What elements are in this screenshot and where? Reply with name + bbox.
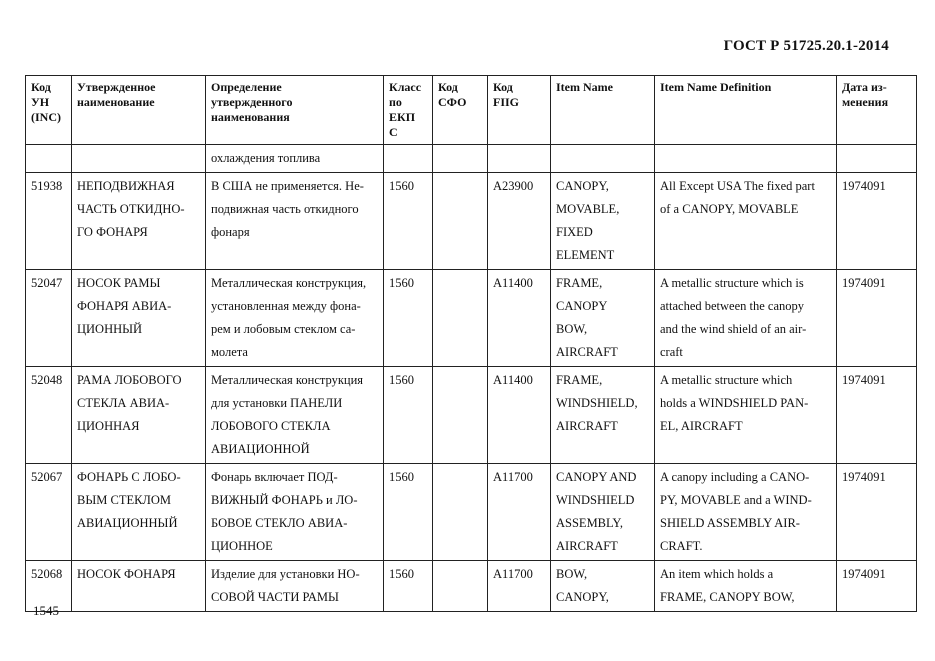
item-name-cell-line: AIRCRAFT [556,539,618,553]
page-number: 1545 [33,603,59,618]
class-cell: 1560 [384,561,433,612]
item-name-cell [551,173,655,270]
fiig-cell: A11400 [488,270,551,367]
fiig-cell: A11700 [488,464,551,561]
item-name-cell-line: AIRCRAFT [556,345,618,359]
item-name-cell-line: FRAME, [556,276,603,290]
definition-cell-line: ВИЖНЫЙ ФОНАРЬ и ЛО- [211,493,358,507]
approved-name-cell-line: НОСОК ФОНАРЯ [77,567,176,581]
column-header [384,76,433,145]
column-header-line: наименование [77,95,155,109]
column-header [551,76,655,145]
approved-name-cell-line: АВИАЦИОННЫЙ [77,516,178,530]
column-header-line: Дата из- [842,80,887,94]
definition-cell-line: СОВОЙ ЧАСТИ РАМЫ [211,590,339,604]
item-name-cell-line: FIXED [556,225,593,239]
column-header [655,76,837,145]
item-definition-cell-line: attached between the canopy [660,299,805,313]
item-name-cell-line: WINDSHIELD, [556,396,638,410]
definition-cell-line: Фонарь включает ПОД- [211,470,338,484]
item-name-cell-line: ELEMENT [556,248,615,262]
definition-cell-line: В США не применяется. Не- [211,179,364,193]
sfo-cell [433,561,488,612]
item-name-cell [551,561,655,612]
code-cell: 52068 [26,561,72,612]
sfo-cell [433,367,488,464]
approved-name-cell-line: РАМА ЛОБОВОГО [77,373,182,387]
column-header-line: ЕКП [389,110,416,124]
class-cell: 1560 [384,464,433,561]
definition-cell-line: установленная между фона- [211,299,361,313]
definition-cell-line: для установки ПАНЕЛИ [211,396,343,410]
sfo-cell [433,173,488,270]
column-header-line: СФО [438,95,467,109]
column-header-line: С [389,125,398,139]
table-row [26,464,917,561]
item-definition-cell-line: of a CANOPY, MOVABLE [660,202,799,216]
continuation-row [26,145,917,173]
approved-name-cell-line: ГО ФОНАРЯ [77,225,148,239]
item-name-cell [551,464,655,561]
item-name-cell-line: AIRCRAFT [556,419,618,433]
item-name-cell-line: BOW, [556,567,588,581]
column-header-line: утвержденного [211,95,293,109]
definition-cell-line: ЛОБОВОГО СТЕКЛА [211,419,331,433]
item-name-cell-line: CANOPY, [556,179,609,193]
definition-cell-line: Металлическая конструкция [211,373,364,387]
column-header-line: УН [31,95,50,109]
code-cell: 52067 [26,464,72,561]
item-definition-cell-line: holds a WINDSHIELD PAN- [660,396,809,410]
column-header-line: Утвержденное [77,80,156,94]
column-header-line: Item Name Definition [660,80,772,94]
column-header-line: Код [493,80,513,94]
table-row [26,561,917,612]
approved-name-cell-line: ЦИОННАЯ [77,419,140,433]
column-header-line: по [389,95,402,109]
fiig-cell: A11700 [488,561,551,612]
table-row [26,270,917,367]
item-definition-cell-line: All Except USA The fixed part [660,179,815,193]
approved-name-cell-line: ЧАСТЬ ОТКИДНО- [77,202,185,216]
item-definition-cell [655,173,837,270]
date-cell: 1974091 [837,270,917,367]
item-definition-cell [655,561,837,612]
item-definition-cell-line: A metallic structure which [660,373,793,387]
item-name-cell-line: BOW, [556,322,588,336]
item-name-cell-line: FRAME, [556,373,603,387]
definition-cell [206,464,384,561]
approved-name-cell-line: ФОНАРЬ С ЛОБО- [77,470,181,484]
sfo-cell [433,464,488,561]
class-cell: 1560 [384,367,433,464]
table-row [26,173,917,270]
definition-cell-line: подвижная часть откидного [211,202,359,216]
item-name-cell-line: CANOPY AND [556,470,637,484]
item-definition-cell-line: A metallic structure which is [660,276,804,290]
column-header [206,76,384,145]
table-body [26,145,917,612]
item-name-cell-line: CANOPY, [556,590,609,604]
item-name-cell-line: WINDSHIELD [556,493,635,507]
column-header-line: (INC) [31,110,61,124]
item-definition-cell [655,270,837,367]
column-header-line: Определение [211,80,282,94]
item-definition-cell-line: craft [660,345,683,359]
definition-cell-line: молета [211,345,248,359]
approved-name-cell-line: ЦИОННЫЙ [77,322,143,336]
code-cell: 51938 [26,173,72,270]
fiig-cell: A23900 [488,173,551,270]
table-header-row [26,76,917,145]
definition-cell-line: Металлическая конструкция, [211,276,367,290]
definition-cell-line: Изделие для установки НО- [211,567,360,581]
item-name-cell-line: ASSEMBLY, [556,516,623,530]
approved-name-cell-line: ВЫМ СТЕКЛОМ [77,493,172,507]
definition-cell-line: рем и лобовым стеклом са- [211,322,356,336]
code-cell: 52047 [26,270,72,367]
definition-cell [206,270,384,367]
column-header-line: Код [31,80,51,94]
approved-name-cell [72,561,206,612]
approved-name-cell-line: ФОНАРЯ АВИА- [77,299,172,313]
item-definition-cell-line: A canopy including a CANO- [660,470,810,484]
item-definition-cell [655,367,837,464]
definition-cell-line: АВИАЦИОННОЙ [211,442,310,456]
item-definition-cell-line: CRAFT. [660,539,703,553]
column-header-line: наименования [211,110,290,124]
date-cell: 1974091 [837,561,917,612]
approved-name-cell [72,270,206,367]
column-header [837,76,917,145]
item-definition-cell-line: PY, MOVABLE and a WIND- [660,493,812,507]
column-header-line: FIIG [493,95,520,109]
column-header-line: Item Name [556,80,613,94]
approved-name-cell [72,464,206,561]
code-cell: 52048 [26,367,72,464]
definition-cell [206,561,384,612]
classification-table [25,75,917,612]
definition-cell-line: ЦИОННОЕ [211,539,273,553]
item-definition-cell-line: FRAME, CANOPY BOW, [660,590,795,604]
approved-name-cell-line: НЕПОДВИЖНАЯ [77,179,175,193]
item-name-cell-line: CANOPY [556,299,608,313]
approved-name-cell-line: НОСОК РАМЫ [77,276,161,290]
column-header-line: Класс [389,80,422,94]
date-cell: 1974091 [837,367,917,464]
column-header [433,76,488,145]
definition-cell [206,173,384,270]
fiig-cell: A11400 [488,367,551,464]
item-definition-cell-line: SHIELD ASSEMBLY AIR- [660,516,800,530]
approved-name-cell [72,367,206,464]
item-definition-cell-line: EL, AIRCRAFT [660,419,743,433]
date-cell: 1974091 [837,173,917,270]
item-definition-cell-line: and the wind shield of an air- [660,322,807,336]
class-cell: 1560 [384,270,433,367]
column-header-line: Код [438,80,458,94]
column-header [26,76,72,145]
sfo-cell [433,270,488,367]
definition-cell-line: БОВОЕ СТЕКЛО АВИА- [211,516,348,530]
definition-cell [206,367,384,464]
continuation-definition: охлаждения топлива [206,145,384,173]
table-row [26,367,917,464]
date-cell: 1974091 [837,464,917,561]
item-name-cell [551,270,655,367]
column-header [72,76,206,145]
standard-header: ГОСТ Р 51725.20.1-2014 [723,38,889,54]
item-definition-cell [655,464,837,561]
definition-cell-line: фонаря [211,225,250,239]
item-name-cell [551,367,655,464]
column-header-line: менения [842,95,889,109]
class-cell: 1560 [384,173,433,270]
approved-name-cell [72,173,206,270]
column-header [488,76,551,145]
approved-name-cell-line: СТЕКЛА АВИА- [77,396,170,410]
item-definition-cell-line: An item which holds a [660,567,774,581]
item-name-cell-line: MOVABLE, [556,202,620,216]
